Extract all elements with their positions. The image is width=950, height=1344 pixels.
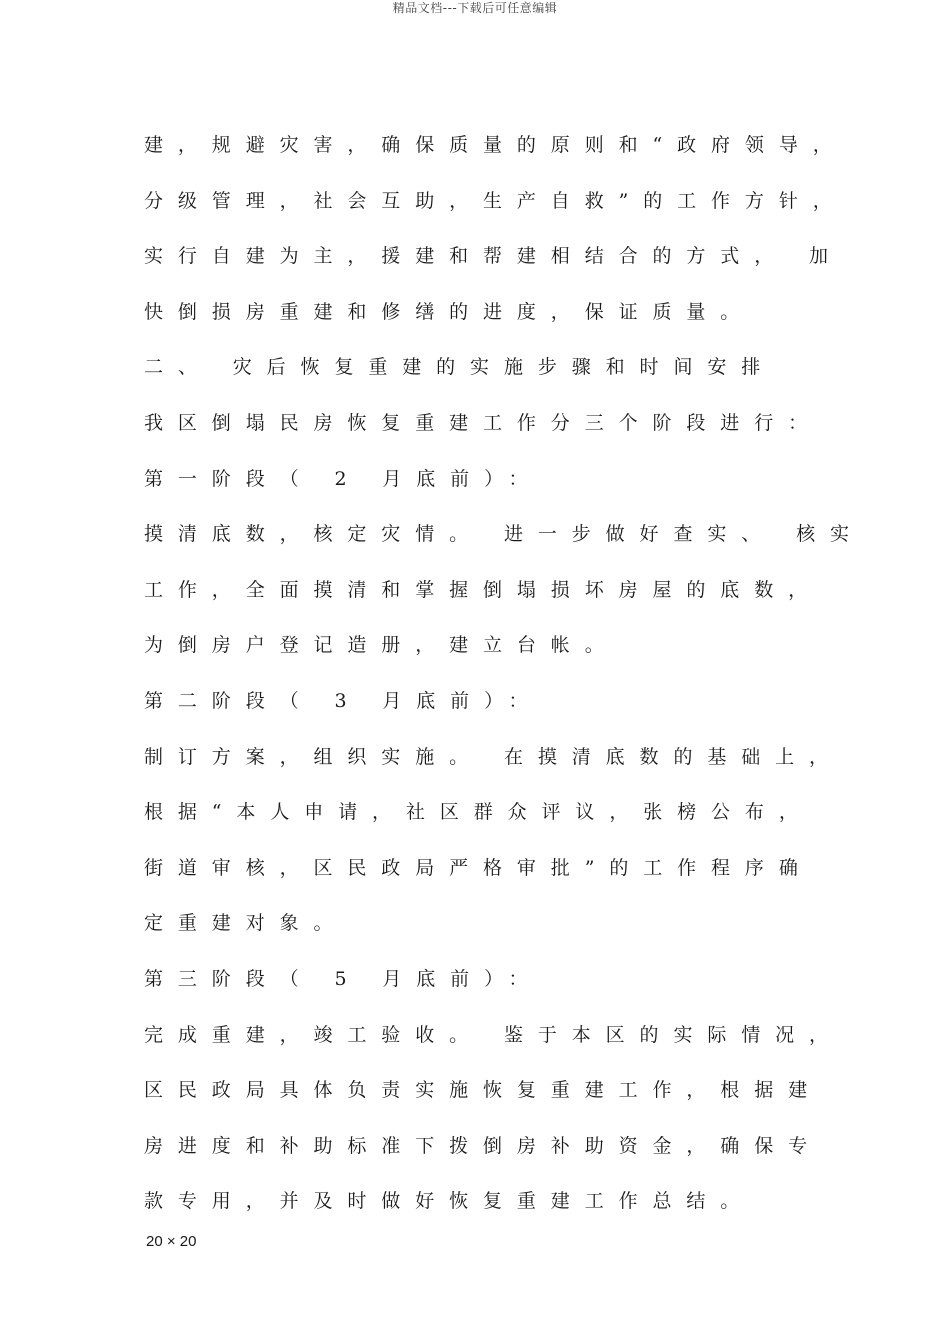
text-line: 房进度和补助标准下拨倒房补助资金，确保专 [144,1134,823,1157]
text-line: 工作，全面摸清和掌握倒塌损坏房屋的底数， [144,578,823,601]
text-line: 区民政局具体负责实施恢复重建工作，根据建 [144,1079,823,1102]
text-line: 快倒损房重建和修缮的进度，保证质量。 [144,300,755,323]
grid-size-note: 20 × 20 [146,1233,197,1250]
text-line: 制订方案，组织实施。 在摸清底数的基础上， [144,745,843,768]
stage-heading: 第三阶段（ 5 月底前）： [144,967,543,990]
text-line: 街道审核，区民政局严格审批”的工作程序确 [144,856,813,879]
text-line: 摸清底数，核定灾情。 进一步做好查实、 核实 [144,523,864,546]
stage-heading: 第一阶段（ 2 月底前）： [144,467,543,490]
text-line: 建，规避灾害，确保质量的原则和“政府领导， [144,134,847,156]
stage-heading: 第二阶段（ 3 月底前）： [144,689,543,712]
text-line: 实行自建为主，援建和帮建相结合的方式， 加 [144,245,843,268]
text-line: 款专用，并及时做好恢复重建工作总结。 [144,1190,755,1213]
section-heading: 二、 灾后恢复重建的实施步骤和时间安排 [144,356,776,379]
text-line: 定重建对象。 [144,912,348,935]
text-line: 完成重建，竣工验收。 鉴于本区的实际情况， [144,1023,843,1046]
document-body [144,125,864,1237]
text-line: 根据“本人申请，社区群众评议，张榜公布， [144,801,813,824]
text-line: 我区倒塌民房恢复重建工作分三个阶段进行： [144,411,823,434]
text-line: 为倒房户登记造册，建立台帐。 [144,634,619,657]
page-header: 精品文档---下载后可任意编辑 [392,1,558,15]
text-line: 分级管理，社会互助，生产自救”的工作方针， [144,189,847,212]
